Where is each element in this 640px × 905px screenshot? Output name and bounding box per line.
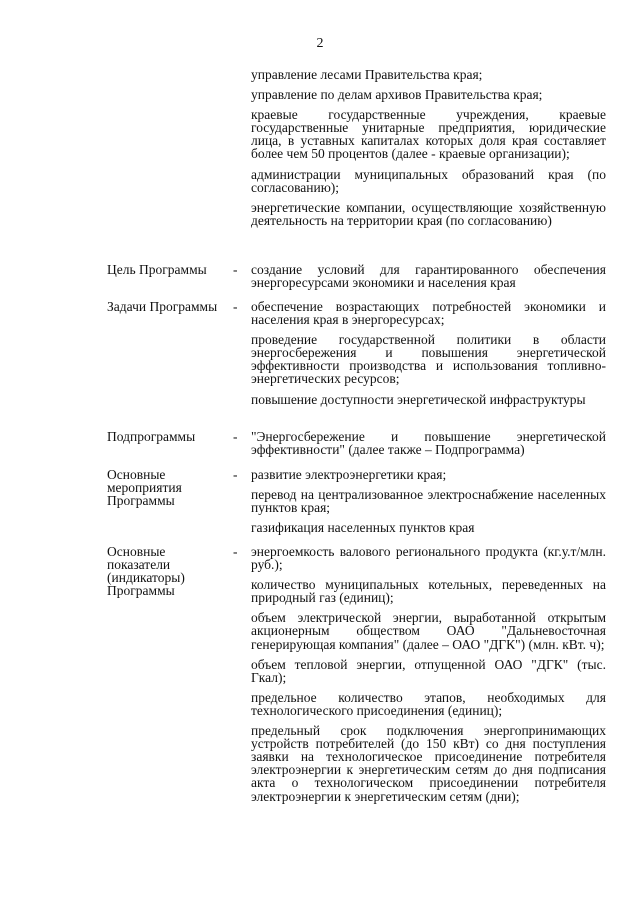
- section-label: Основные мероприятия Программы: [107, 467, 182, 508]
- dash: -: [233, 544, 238, 559]
- continuation-entries: [251, 68, 606, 227]
- page-number: 2: [316, 36, 324, 51]
- section-label: Основные показатели (индикаторы) Программы: [107, 544, 185, 598]
- list-item: энергетические компании, осуществляющие хозяйственную деятельность на территории края (по согласованию): [251, 199, 606, 228]
- list-item: проведение государственной политики в области энергосбережения и повышения энергетической эффективности производства и использования топливно-энергетических ресурсов;: [251, 332, 606, 387]
- list-item: перевод на централизованное электроснабжение населенных пунктов края;: [251, 487, 606, 516]
- dash: -: [233, 299, 238, 314]
- list-item: обеспечение возрастающих потребностей экономики и населения края в энергоресурсах;: [251, 299, 606, 328]
- list-item: газификация населенных пунктов края: [251, 520, 475, 536]
- list-item: развитие электроэнергетики края;: [251, 467, 447, 482]
- dash: -: [233, 429, 238, 444]
- list-item: управление лесами Правительства края;: [251, 67, 483, 82]
- dash: -: [233, 467, 238, 482]
- section-entries: [251, 300, 606, 406]
- section-entries: [251, 545, 606, 803]
- section-label: Задачи Программы: [107, 299, 218, 314]
- section-label: Цель Программы: [107, 262, 207, 277]
- list-item: энергоемкость валового регионального продукта (кг.у.т/млн. руб.);: [251, 544, 606, 573]
- list-item: предельный срок подключения энергопринимающих устройств потребителей (до 150 кВт) со дня поступления заявки на технологическое присоединение потребителя электроэнергии к энергетическим сетям до дня подписания акта о технологическом присоединении потребителя электроэнергии к энергетическим сетям (дни);: [251, 723, 606, 804]
- section-entries: [251, 430, 606, 456]
- list-item: объем электрической энергии, выработанной открытым акционерным обществом ОАО "Дальневосточная генерирующая компания" (далее – ОАО "ДГК") (млн. кВт. ч);: [251, 610, 606, 652]
- section-label: Подпрограммы: [107, 429, 196, 444]
- list-item: предельное количество этапов, необходимых для технологического присоединения (единиц);: [251, 689, 606, 718]
- section-entries: [251, 468, 606, 534]
- list-item: "Энергосбережение и повышение энергетической эффективности" (далее также – Подпрограмма): [251, 429, 606, 458]
- list-item: повышение доступности энергетической инфраструктуры: [251, 391, 586, 407]
- list-item: управление по делам архивов Правительства края;: [251, 87, 543, 103]
- list-item: количество муниципальных котельных, переведенных на природный газ (единиц);: [251, 577, 606, 606]
- dash: -: [233, 262, 238, 277]
- list-item: администрации муниципальных образований края (по согласованию);: [251, 166, 606, 195]
- list-item: объем тепловой энергии, отпущенной ОАО "ДГК" (тыс. Гкал);: [251, 656, 606, 685]
- list-item: краевые государственные учреждения, краевые государственные унитарные предприятия, юридические лица, в уставных капиталах которых доля края составляет более чем 50 процентов (далее - краевые организации);: [251, 107, 606, 162]
- list-item: создание условий для гарантированного обеспечения энергоресурсами экономики и населения края: [251, 262, 606, 291]
- section-entries: [251, 263, 606, 289]
